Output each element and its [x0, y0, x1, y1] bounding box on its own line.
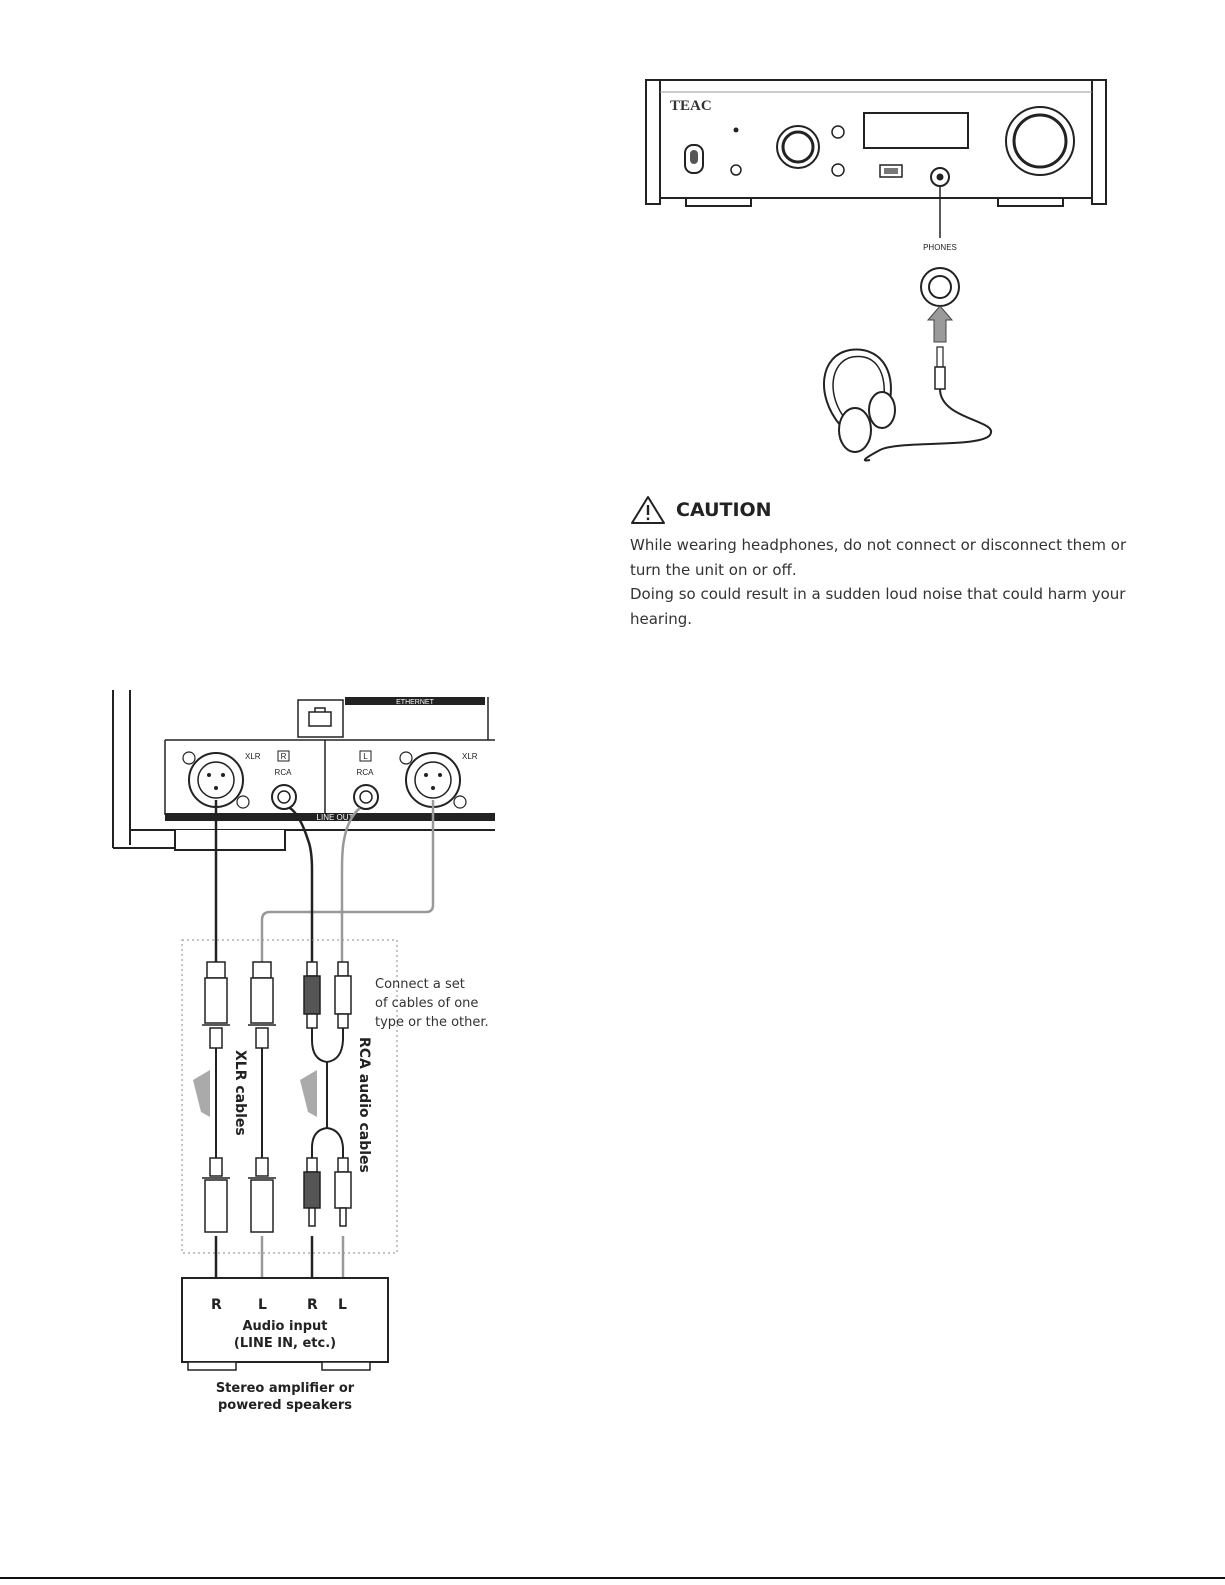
channel-label: L: [258, 1297, 267, 1313]
ethernet-label: ETHERNET: [396, 699, 434, 706]
xlr-connector-top-right: [202, 962, 230, 1048]
channel-label: R: [211, 1297, 222, 1313]
device-label: [170, 1380, 400, 1414]
device-line: powered speakers: [217, 1398, 353, 1413]
caution-line: hearing.: [630, 609, 693, 628]
xlr-label: XLR: [462, 752, 478, 761]
rca-connector-bottom-right: [304, 1158, 320, 1226]
rca-connector-top-right: [304, 962, 320, 1028]
caution-line: Doing so could result in a sudden loud noise that could harm your: [630, 585, 1126, 603]
rca-connector-bottom-left: [335, 1158, 351, 1226]
audio-input-label: [182, 1318, 388, 1352]
warning-triangle-icon: [630, 495, 666, 525]
rca-label: RCA: [274, 768, 292, 777]
caution-line: While wearing headphones, do not connect or disconnect them or: [630, 536, 1127, 554]
channel-label: R: [307, 1297, 318, 1313]
caution-notice: [630, 495, 1130, 631]
headphones-icon: [824, 350, 895, 452]
caution-heading: CAUTION: [676, 499, 772, 521]
xlr-cables-label: XLR cables: [232, 1050, 248, 1136]
note-line: type or the other.: [375, 1015, 489, 1030]
xlr-connector-bottom-left: [248, 1158, 276, 1232]
phones-label: PHONES: [923, 243, 957, 252]
cable-note: [375, 975, 505, 1032]
line-out-connection-diagram: [105, 685, 500, 1420]
rca-label: RCA: [356, 768, 374, 777]
rca-cables-label: RCA audio cables: [356, 1037, 372, 1173]
headphone-connection-diagram: [615, 70, 1145, 495]
xlr-label: XLR: [245, 752, 261, 761]
brand-logo: TEAC: [670, 98, 712, 114]
right-marker: R: [280, 752, 287, 761]
audio-input-line: (LINE IN, etc.): [233, 1336, 337, 1351]
line-out-label: LINE OUT: [316, 813, 354, 822]
xlr-connector-top-left: [248, 962, 276, 1048]
left-marker: L: [363, 752, 368, 761]
xlr-connector-bottom-right: [202, 1158, 230, 1232]
channel-label: L: [338, 1297, 347, 1313]
caution-line: turn the unit on or off.: [630, 560, 797, 579]
note-line: Connect a set: [375, 977, 465, 992]
device-line: Stereo amplifier or: [215, 1381, 355, 1396]
rca-connector-top-left: [335, 962, 351, 1028]
note-line: of cables of one: [375, 996, 479, 1011]
audio-input-line: Audio input: [242, 1319, 328, 1334]
page-bottom-rule: [0, 1577, 1225, 1579]
